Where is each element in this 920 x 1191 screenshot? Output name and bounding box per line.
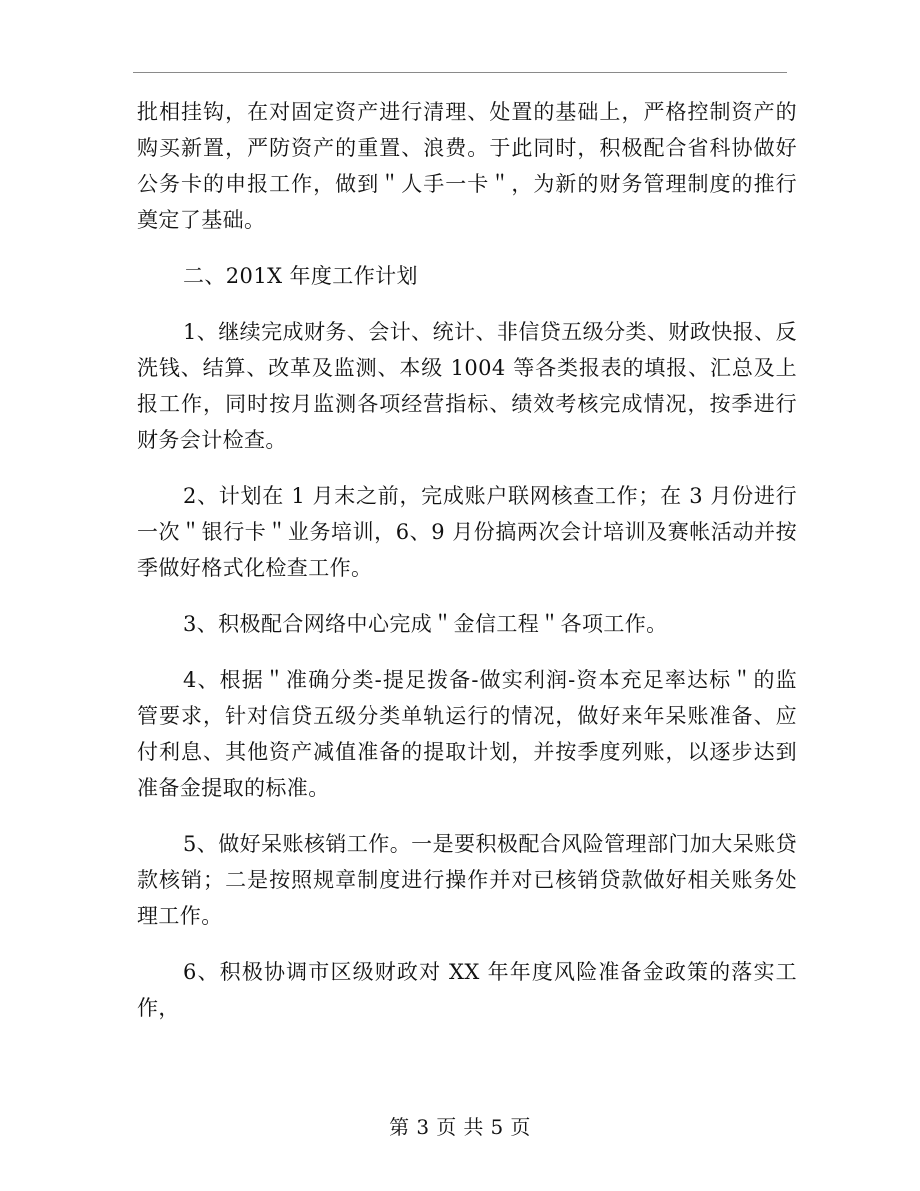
body-text xyxy=(137,94,797,1026)
plan-item-5: 5、做好呆账核销工作。一是要积极配合风险管理部门加大呆账贷款核销；二是按照规章制度进行操作并对已核销贷款做好相关账务处理工作。 xyxy=(137,832,797,928)
header-rule xyxy=(133,72,787,73)
page-number-footer: 第 3 页 共 5 页 xyxy=(389,1115,531,1139)
plan-item-2: 2、计划在 1 月末之前，完成账户联网核查工作；在 3 月份进行一次＂银行卡＂业务培训，6、9 月份搞两次会计培训及赛帐活动并按季做好格式化检查工作。 xyxy=(137,484,797,580)
paragraph-continuation: 批相挂钩，在对固定资产进行清理、处置的基础上，严格控制资产的购买新置，严防资产的重置、浪费。于此同时，积极配合省科协做好公务卡的申报工作，做到＂人手一卡＂，为新的财务管理制度的推行奠定了基础。 xyxy=(137,100,797,232)
plan-item-6: 6、积极协调市区级财政对 XX 年年度风险准备金政策的落实工作， xyxy=(137,960,797,1020)
plan-item-1: 1、继续完成财务、会计、统计、非信贷五级分类、财政快报、反洗钱、结算、改革及监测、本级 1004 等各类报表的填报、汇总及上报工作，同时按月监测各项经营指标、绩效考核完成情况，按季进行财务会计检查。 xyxy=(137,320,797,452)
plan-item-3: 3、积极配合网络中心完成＂金信工程＂各项工作。 xyxy=(183,612,668,636)
plan-item-4: 4、根据＂准确分类-提足拨备-做实利润-资本充足率达标＂的监管要求，针对信贷五级分类单轨运行的情况，做好来年呆账准备、应付利息、其他资产减值准备的提取计划，并按季度列账，以逐步达到准备金提取的标准。 xyxy=(137,668,797,800)
section-heading-plan: 二、201X 年度工作计划 xyxy=(183,264,418,288)
